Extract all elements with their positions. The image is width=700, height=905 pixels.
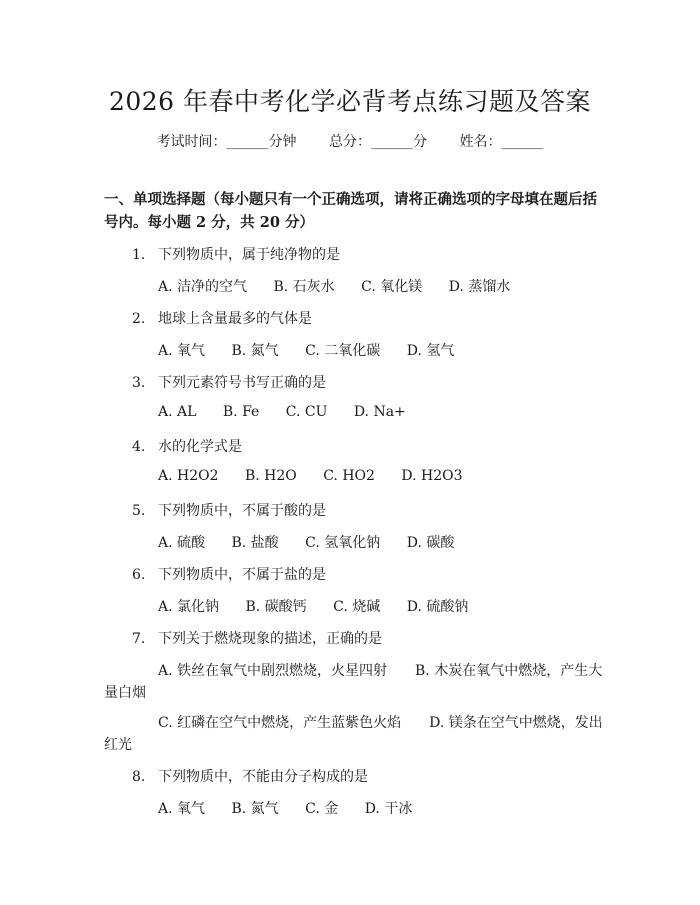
section-heading: 一、单项选择题（每小题只有一个正确选项，请将正确选项的字母填在题后括号内。每小题 2 分，共 20 分）: [104, 191, 597, 231]
option-d: D. 碳酸: [406, 535, 455, 551]
question-number: 6.: [132, 567, 146, 583]
option-b: B. 石灰水: [273, 279, 335, 295]
question-4-options: [158, 468, 485, 484]
option-a: A. 硫酸: [158, 535, 206, 551]
option-d: D. 蒸馏水: [448, 279, 511, 295]
question-3-options: [158, 404, 428, 420]
total-score: 总分：______分: [329, 134, 427, 150]
question-stem: 下列关于燃烧现象的描述，正确的是: [158, 631, 382, 647]
option-d: D. H2O3: [401, 468, 463, 484]
question-6-options: [158, 596, 490, 616]
question-7-options-line-2: C. 红磷在空气中燃烧，产生蓝紫色火焰 D. 镁条在空气中燃烧，发出: [158, 715, 603, 731]
option-c: C. 氢氧化钠: [305, 535, 381, 551]
question-2: [132, 308, 312, 328]
question-stem: 地球上含量最多的气体是: [158, 311, 312, 327]
question-4: [132, 436, 242, 456]
question-stem: 下列物质中，不属于盐的是: [158, 567, 326, 583]
question-number: 8.: [132, 769, 146, 785]
option-a: A. 洁净的空气: [158, 279, 248, 295]
exam-meta: [0, 131, 700, 151]
option-a: A. H2O2: [158, 468, 219, 484]
option-c: C. 氧化镁: [361, 279, 423, 295]
question-8-options: [158, 798, 434, 818]
student-name: 姓名：______: [459, 134, 544, 150]
option-b: B. 氮气: [231, 801, 279, 817]
question-stem: 下列元素符号书写正确的是: [158, 375, 326, 391]
question-7-options-line-2-wrap: 红光: [104, 737, 132, 753]
question-number: 1.: [132, 247, 146, 263]
question-number: 3.: [132, 375, 146, 391]
question-stem: 下列物质中，属于纯净物的是: [158, 247, 340, 263]
question-stem: 下列物质中，不属于酸的是: [158, 503, 326, 519]
option-a: A. AL: [158, 404, 197, 420]
option-c: C. 金: [305, 801, 339, 817]
question-5-options: [158, 532, 476, 552]
option-b: B. 盐酸: [231, 535, 279, 551]
option-c: C. 二氧化碳: [305, 343, 381, 359]
question-number: 2.: [132, 311, 146, 327]
option-b: B. 碳酸钙: [245, 599, 307, 615]
option-d: D. 氢气: [406, 343, 455, 359]
option-d: D. 干冰: [364, 801, 413, 817]
question-6: [132, 564, 326, 584]
question-stem: 下列物质中，不能由分子构成的是: [158, 769, 368, 785]
option-d: D. Na+: [353, 404, 406, 420]
question-number: 5.: [132, 503, 146, 519]
option-d: D. 硫酸钠: [406, 599, 469, 615]
option-a: A. 氯化钠: [158, 599, 220, 615]
question-7-options-line-1: A. 铁丝在氧气中剧烈燃烧，火星四射 B. 木炭在氧气中燃烧，产生大: [158, 663, 603, 679]
exam-time: 考试时间：______分钟: [156, 134, 297, 150]
question-stem: 水的化学式是: [158, 439, 242, 455]
option-b: B. H2O: [244, 468, 297, 484]
option-c: C. CU: [285, 404, 328, 420]
question-number: 4.: [132, 439, 146, 455]
question-7: [132, 628, 382, 648]
question-1: [132, 244, 340, 264]
question-1-options: [158, 276, 532, 296]
question-3: [132, 372, 326, 392]
option-a: A. 氧气: [158, 801, 206, 817]
option-a: A. 氧气: [158, 343, 206, 359]
option-b: B. Fe: [222, 404, 260, 420]
question-5: [132, 500, 326, 520]
option-c: C. 烧碱: [333, 599, 381, 615]
question-7-options-line-1-wrap: 量白烟: [104, 685, 146, 701]
question-2-options: [158, 340, 476, 360]
document-title: 2026 年春中考化学必背考点练习题及答案: [108, 87, 592, 116]
option-b: B. 氮气: [231, 343, 279, 359]
question-number: 7.: [132, 631, 146, 647]
question-8: [132, 766, 368, 786]
option-c: C. HO2: [323, 468, 375, 484]
